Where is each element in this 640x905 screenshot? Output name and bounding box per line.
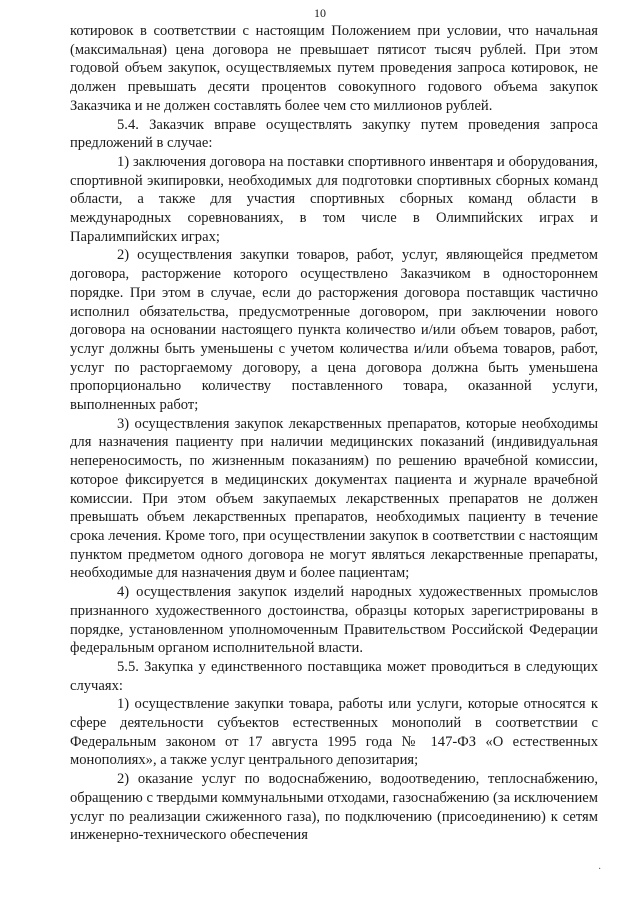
clause-5-4-item-1: 1) заключения договора на поставки спортивного инвентаря и оборудования, спортивной экипировки, необходимых для подготовки спортивных сборных команд области, а также для участия спортивных сборных команд области в международных соревнованиях, в том числе в Олимпийских играх и Паралимпийских играх;	[70, 153, 598, 245]
clause-5-5-item-1: 1) осуществление закупки товара, работы или услуги, которые относятся к сфере деятельности субъектов естественных монополий в соответствии с Федеральным законом от 17 августа 1995 года № 147-ФЗ «О естественных монополиях», а также услуг центрального депозитария;	[70, 696, 598, 769]
clause-5-4-item-2: 2) осуществления закупки товаров, работ, услуг, являющейся предметом договора, расторжение которого осуществлено Заказчиком в одностороннем порядке. При этом в случае, если до расторжения договора поставщик частично исполнил обязательства, предусмотренные договором, при заключении нового договора на основании настоящего пункта количество и/или объем товаров, работ, услуг должны быть уменьшены с учетом количества и/или объема товаров, работ, услуг по расторгаемому договору, а цена договора должна быть уменьшена пропорционально количеству поставленного товара, оказанной услуги, выполненных работ;	[70, 247, 598, 414]
clause-5-4-item-4: 4) осуществления закупок изделий народных художественных промыслов признанного художественного достоинства, образцы которых зарегистрированы в порядке, установленном уполномоченным Правительством Российской Федерации федеральным органом исполнительной власти.	[70, 584, 598, 657]
clause-5-4: 5.4. Заказчик вправе осуществлять закупку путем проведения запроса предложений в случае:	[70, 116, 598, 152]
clause-5-5-item-2: 2) оказание услуг по водоснабжению, водоотведению, теплоснабжению, обращению с твердыми коммунальными отходами, газоснабжению (за исключением услуг по реализации сжиженного газа), по подключению (присоединению) к сетям инженерно-технического обеспечения	[70, 771, 598, 844]
clause-5-5: 5.5. Закупка у единственного поставщика может проводиться в следующих случаях:	[70, 658, 598, 694]
paragraph-continuation: котировок в соответствии с настоящим Положением при условии, что начальная (максимальная) цена договора не превышает пятисот тысяч рублей. При этом годовой объем закупок, осуществляемых путем проведения запроса котировок, не должен превышать десяти процентов совокупного годового объема закупок Заказчика и не должен составлять более чем сто миллионов рублей.	[70, 23, 598, 114]
scan-speck: ·	[598, 864, 602, 875]
page-number: 10	[314, 6, 326, 20]
document-body	[70, 22, 598, 845]
clause-5-4-item-3: 3) осуществления закупок лекарственных препаратов, которые необходимы для назначения пациенту при наличии медицинских показаний (индивидуальная непереносимость, по жизненным показаниям) по решению врачебной комиссии, которое фиксируется в медицинских документах пациента и журнале врачебной комиссии. При этом объем закупаемых лекарственных препаратов не должен превышать объем лекарственных препаратов, необходимых пациенту в течение срока лечения. Кроме того, при осуществлении закупок в соответствии с настоящим пунктом предметом одного договора не могут являться лекарственные препараты, необходимые для назначения двум и более пациентам;	[70, 415, 598, 582]
